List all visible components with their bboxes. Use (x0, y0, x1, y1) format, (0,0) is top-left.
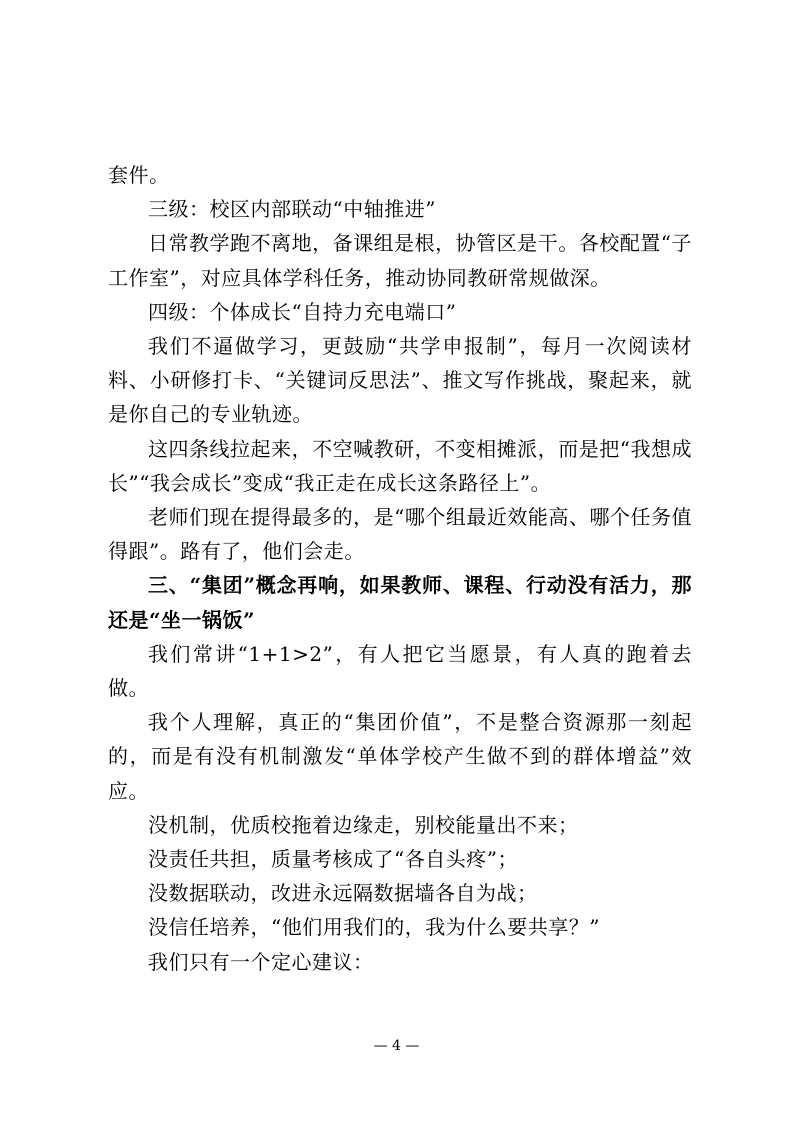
paragraph-2-heading-level-3: 三级：校区内部联动“中轴推进” (148, 197, 436, 222)
paragraph-9: 我们常讲“1+1>2”，有人把它当愿景，有人真的跑着去做。 (108, 641, 692, 701)
paragraph-14: 没信任培养，“他们用我们的，我为什么要共享？” (148, 915, 600, 940)
paragraph-11: 没机制，优质校拖着边缘走，别校能量出不来； (148, 812, 579, 837)
paragraph-12: 没责任共担，质量考核成了“各自头疼”； (148, 847, 518, 872)
paragraph-13: 没数据联动，改进永远隔数据墙各自为战； (148, 881, 538, 906)
paragraph-7: 老师们现在提得最多的，是“哪个组最近效能高、哪个任务值得跟”。路有了，他们会走。 (108, 505, 692, 564)
paragraph-6: 这四条线拉起来，不空喊教研，不变相摊派，而是把“我想成长”“我会成长”变成“我正走在成长这条路径上”。 (108, 436, 692, 495)
paragraph-3: 日常教学跑不离地，备课组是根，协管区是干。各校配置“子工作室”，对应具体学科任务，推动协同教研常规做深。 (108, 231, 692, 290)
page-number: — 4 — (373, 1038, 420, 1054)
paragraph-1: 套件。 (108, 163, 170, 187)
paragraph-5: 我们不逼做学习，更鼓励“共学申报制”，每月一次阅读材料、小研修打卡、“关键词反思法”、推文写作挑战，聚起来，就是你自己的专业轨迹。 (108, 334, 692, 427)
paragraph-15: 我们只有一个定心建议： (148, 949, 374, 974)
body-text (108, 158, 692, 979)
paragraph-4-heading-level-4: 四级：个体成长“自持力充电端口” (148, 299, 457, 324)
section-heading-3: 三、“集团”概念再响，如果教师、课程、行动没有活力，那还是“坐一锅饭” (108, 573, 692, 632)
paragraph-10: 我个人理解，真正的“集团价值”，不是整合资源那一刻起的，而是有没有机制激发“单体学校产生做不到的群体增益”效应。 (108, 710, 692, 803)
